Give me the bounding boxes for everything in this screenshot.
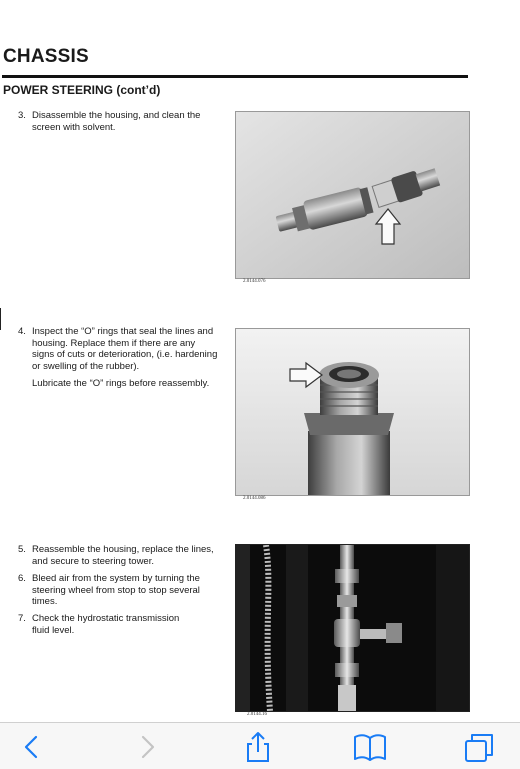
tabs-icon [462,731,498,763]
step-text: Disassemble the housing, and clean the screen with solvent. [32,110,201,133]
step-3 [18,110,218,133]
figure-caption: 2.0144.076 [243,279,266,284]
bookmarks-book-icon [352,731,388,763]
step-number: 3. [18,110,26,121]
step-6 [18,573,218,608]
share-icon [240,731,276,763]
figure-disassembled-housing [235,111,470,279]
disassembled-housing-photo [236,112,469,278]
step-5 [18,544,218,567]
step-number: 6. [18,573,26,584]
step-4 [18,326,218,372]
back-arrow-icon [14,731,50,763]
tabs-button[interactable] [462,731,498,763]
steering-lines-photo [236,545,469,711]
title-rule [2,75,468,78]
step-number: 4. [18,326,26,337]
step-number: 5. [18,544,26,555]
figure-caption: 2.0144.086 [243,496,266,501]
bottom-toolbar [0,722,520,769]
figure-caption: 2.0144.16 [247,712,267,717]
step-number: 7. [18,613,26,624]
step-text: Reassemble the housing, replace the lines, and secure to steering tower. [32,544,214,567]
o-ring-fitting-photo [236,329,469,495]
step-text: Bleed air from the system by turning the steering wheel from stop to stop several times. [32,573,200,607]
step-7 [18,613,218,636]
section-title: CHASSIS [3,46,89,67]
share-button[interactable] [240,731,276,763]
figure-o-ring-fitting [235,328,470,496]
subsection-title: POWER STEERING (cont’d) [3,83,161,97]
forward-button[interactable] [129,731,165,763]
step-text: Check the hydrostatic transmission fluid level. [32,613,180,636]
figure-steering-lines [235,544,470,712]
forward-arrow-icon [129,731,165,763]
step-text: Inspect the “O” rings that seal the lines and housing. Replace them if there are any signs of cuts or deterioration, (i.e. hardening or swelling of the rubber). [32,326,218,372]
bookmarks-button[interactable] [352,731,388,763]
back-button[interactable] [14,731,50,763]
lubricate-note: Lubricate the “O” rings before reassembly. [32,378,210,389]
margin-change-bar [0,308,1,330]
